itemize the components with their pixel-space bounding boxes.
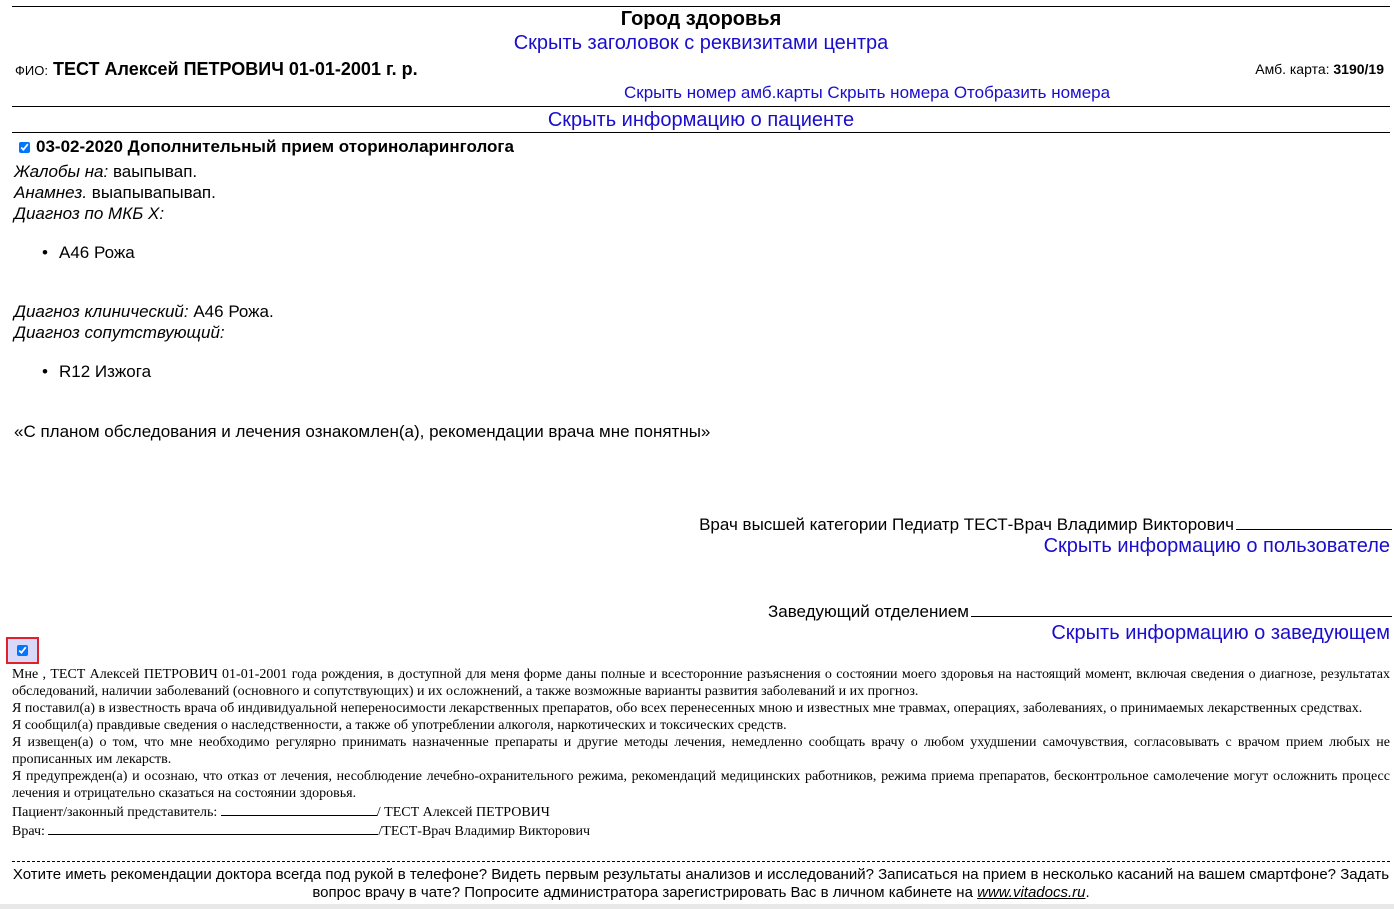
- footer-divider: [12, 861, 1390, 862]
- patient-sign-name: / ТЕСТ Алексей ПЕТРОВИЧ: [376, 805, 550, 820]
- concomitant-label: Диагноз сопутствующий:: [14, 323, 225, 342]
- list-item: • A46 Рожа: [42, 242, 135, 263]
- hide-user-row: [1044, 534, 1390, 558]
- doctor-sign-row: [12, 821, 1390, 840]
- hide-head-row: [1051, 621, 1390, 645]
- doctor-sign-name: /ТЕСТ-Врач Владимир Викторович: [378, 824, 591, 839]
- signature-line: [971, 598, 1392, 617]
- patient-sign-row: [12, 802, 1390, 821]
- footer-site-link[interactable]: www.vitadocs.ru: [977, 884, 1086, 901]
- bottom-bar: [0, 904, 1394, 909]
- consent-checkbox-frame[interactable]: [6, 637, 39, 664]
- hide-amb-number-link[interactable]: Скрыть номер амб.карты: [624, 83, 823, 102]
- footer-text: Хотите иметь рекомендации доктора всегда под рукой в телефоне? Видеть первым результаты анализов и исследований? Записаться на прием в несколько касаний на вашем смартфоне? Задать вопрос врачу в чате? Попросите администратора зарегистрировать Вас в личном кабинете на: [12, 866, 1390, 901]
- consent-paragraph: Мне , ТЕСТ Алексей ПЕТРОВИЧ 01-01-2001 года рождения, в доступной для меня форме даны полные и всесторонние разъяснения о состоянии моего здоровья на настоящий момент, включая сведения о диагнозе, результатах обследований, наличии заболеваний (основного и сопутствующих) и их осложнений, а также возможные варианты развития заболеваний и их прогноз.: [12, 667, 1390, 699]
- number-links: [624, 82, 1110, 104]
- doctor-signature: [699, 511, 1392, 536]
- head-signature: [768, 598, 1392, 623]
- visit-title: [19, 136, 514, 158]
- complaints-label: Жалобы на:: [14, 162, 109, 181]
- hide-user-link[interactable]: Скрыть информацию о пользователе: [1043, 535, 1390, 557]
- amb-card: [1255, 60, 1384, 78]
- hide-patient-row: [12, 108, 1390, 132]
- fio-value: ТЕСТ Алексей ПЕТРОВИЧ 01-01-2001 г. р.: [52, 59, 418, 79]
- show-numbers-link[interactable]: Отобразить номера: [953, 83, 1111, 102]
- anamnesis-label: Анамнез.: [14, 183, 88, 202]
- doctor-signature-text: Врач высшей категории Педиатр ТЕСТ-Врач Владимир Викторович: [699, 515, 1234, 534]
- hide-header-link[interactable]: Скрыть заголовок с реквизитами центра: [513, 32, 889, 54]
- list-item: • R12 Изжога: [42, 361, 151, 382]
- footer-end: .: [1085, 884, 1090, 901]
- clinical-value: A46 Рожа.: [193, 302, 274, 321]
- consent-checkbox[interactable]: [17, 645, 28, 656]
- divider: [12, 132, 1390, 133]
- head-label: Заведующий отделением: [767, 602, 969, 621]
- complaints-value: ваыпывап.: [112, 162, 198, 181]
- hide-patient-link[interactable]: Скрыть информацию о пациенте: [547, 109, 855, 131]
- signature-line: [48, 821, 378, 835]
- anamnesis-value: выапывапывап.: [91, 183, 216, 202]
- concomitant-diagnosis: [14, 322, 225, 343]
- anamnesis: [14, 182, 216, 203]
- divider: [12, 106, 1390, 107]
- amb-value: 3190/19: [1333, 61, 1384, 77]
- consent-text: [12, 666, 1390, 840]
- clinical-diagnosis: [14, 301, 274, 322]
- complaints: [14, 161, 197, 182]
- visit-checkbox[interactable]: [19, 142, 30, 153]
- icd-diagnosis: [14, 203, 164, 224]
- hide-numbers-link[interactable]: Скрыть номера: [827, 83, 950, 102]
- clinical-label: Диагноз клинический:: [14, 302, 189, 321]
- icd-label: Диагноз по МКБ X:: [14, 204, 165, 223]
- doctor-sign-label: Врач:: [12, 824, 45, 839]
- patient-fio: [15, 58, 418, 82]
- footer: [12, 866, 1390, 902]
- amb-label: Амб. карта:: [1255, 61, 1330, 77]
- consent-paragraph: Я извещен(а) о том, что мне необходимо регулярно принимать назначенные препараты и другие методы лечения, немедленно сообщать врачу о любом ухудшении самочувствия, согласовывать с врачом прием любых не прописанных им лекарств.: [12, 735, 1390, 767]
- fio-label: ФИО:: [15, 63, 48, 78]
- signature-line: [1236, 511, 1392, 530]
- center-title: Город здоровья: [620, 8, 782, 30]
- signature-line: [221, 802, 377, 816]
- hide-head-link[interactable]: Скрыть информацию о заведующем: [1051, 622, 1390, 644]
- visit-title-text: 03-02-2020 Дополнительный прием оториноларинголога: [36, 137, 514, 156]
- hide-header-row: [12, 31, 1390, 55]
- consent-paragraph: Я предупрежден(а) и осознаю, что отказ от лечения, несоблюдение лечебно-охранительного режима, рекомендаций медицинских работников, режима приема препаратов, бесконтрольное самолечение могут осложнить процесс лечения и отрицательно сказаться на состоянии здоровья.: [12, 769, 1390, 801]
- plan-statement: «С планом обследования и лечения ознакомлен(а), рекомендации врача мне понятны»: [14, 422, 711, 441]
- consent-paragraph: Я поставил(а) в известность врача об индивидуальной непереносимости лекарственных препаратов, обо всех перенесенных мною и известных мне травмах, операциях, заболеваниях, о принимаемых лекарственных средствах.: [12, 701, 1363, 716]
- patient-sign-label: Пациент/законный представитель:: [12, 805, 218, 820]
- consent-paragraph: Я сообщил(а) правдивые сведения о наследственности, а также об употреблении алкоголя, наркотических и токсических средств.: [12, 718, 787, 733]
